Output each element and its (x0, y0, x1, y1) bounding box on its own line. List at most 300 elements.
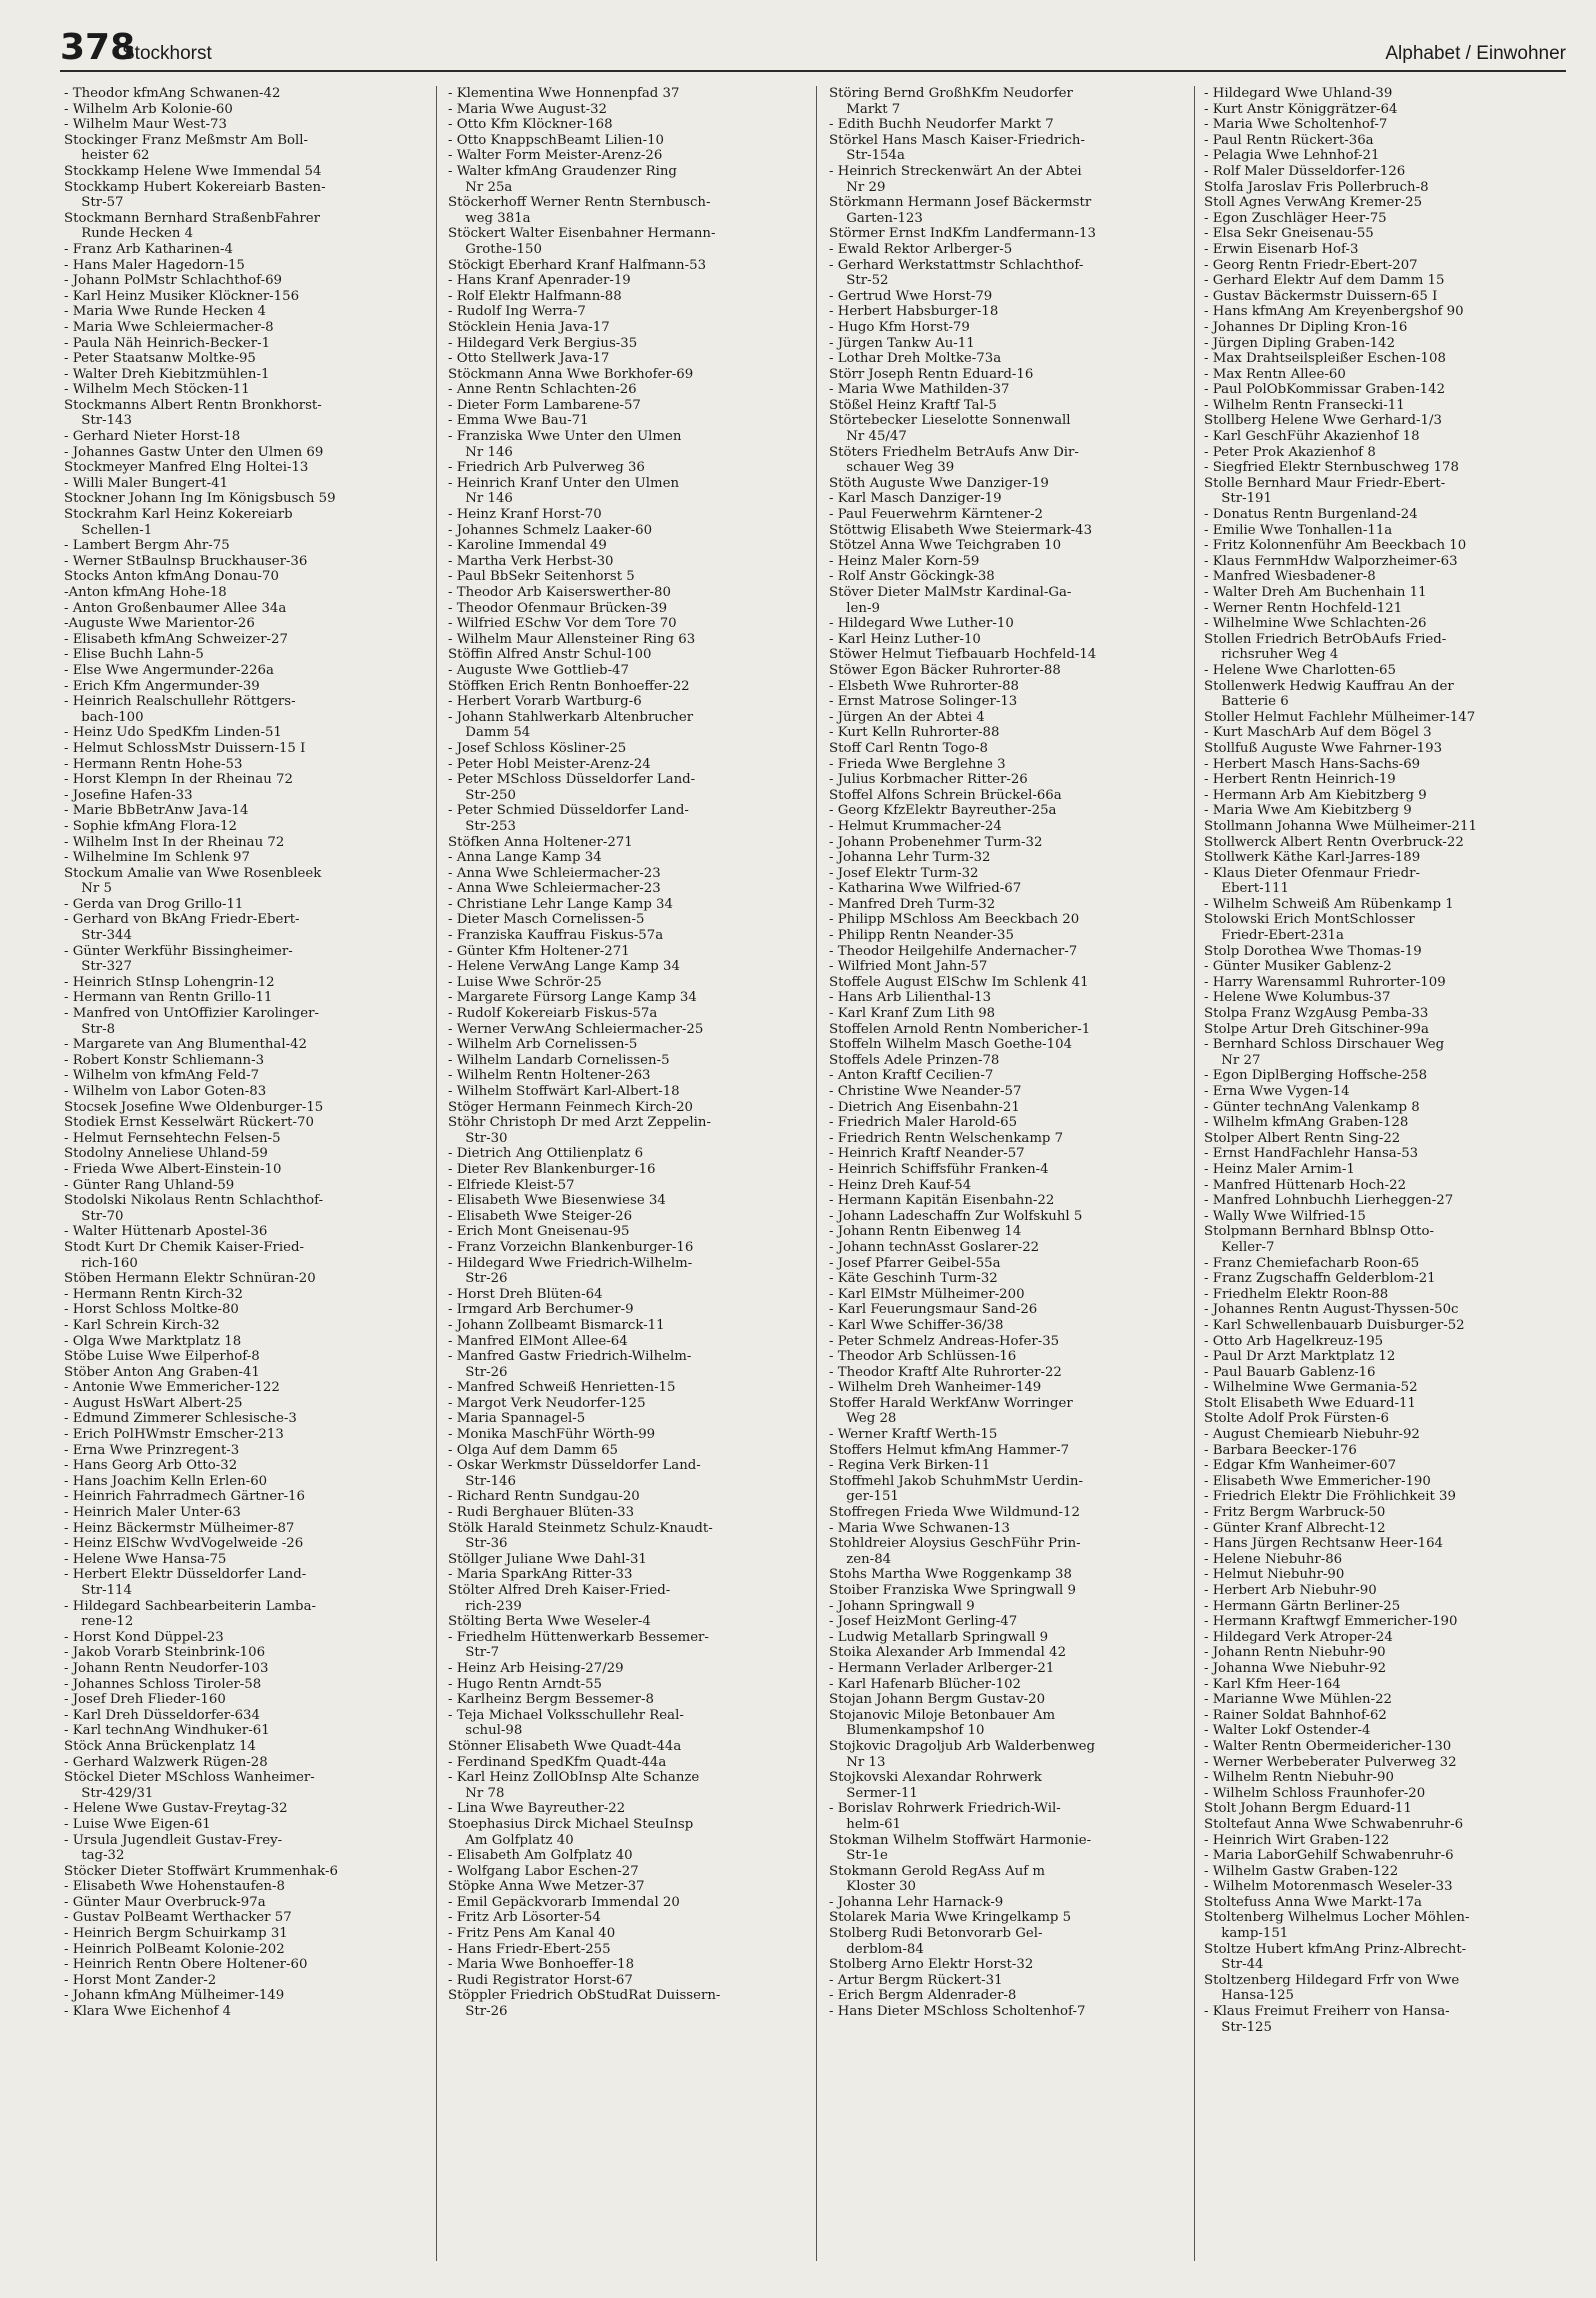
directory-entry: Grothe-150 (465, 241, 542, 257)
directory-entry: - Emilie Wwe Tonhallen-11a (1204, 522, 1393, 538)
directory-entry: Stoffregen Frieda Wwe Wildmund-12 (829, 1505, 1080, 1521)
directory-entry: - Otto Stellwerk Java-17 (448, 351, 610, 367)
directory-entry: - Manfred Gastw Friedrich-Wilhelm- (448, 1349, 692, 1365)
directory-entry: - Erich PolHWmstr Emscher-213 (64, 1427, 284, 1443)
directory-entry: Str-125 (1221, 2019, 1272, 2035)
directory-entry: - Wilhelm Arb Cornelissen-5 (448, 1037, 638, 1053)
directory-entry: - Borislav Rohrwerk Friedrich-Wil- (829, 1801, 1061, 1817)
directory-entry: - Rolf Maler Düsseldorfer-126 (1204, 163, 1406, 179)
directory-entry: - Theodor Arb Kaiserswerther-80 (448, 585, 671, 600)
directory-entry: - Richard Rentn Sundgau-20 (448, 1489, 640, 1505)
directory-entry: Stolarek Maria Wwe Kringelkamp 5 (829, 1910, 1072, 1926)
directory-entry: - Georg KfzElektr Bayreuther-25a (829, 803, 1057, 819)
directory-entry: - Luise Wwe Eigen-61 (64, 1816, 211, 1832)
directory-entry: - Peter Prok Akazienhof 8 (1204, 444, 1376, 460)
directory-entry: - Johanna Wwe Niebuhr-92 (1204, 1660, 1387, 1676)
directory-entry: Str-57 (81, 195, 124, 211)
directory-entry: - Klementina Wwe Honnenpfad 37 (448, 86, 680, 101)
directory-entry: Str-146 (465, 1473, 516, 1489)
directory-entry: -Anton kfmAng Hohe-18 (64, 585, 227, 600)
directory-entry: - Johannes Schloss Tiroler-58 (64, 1676, 262, 1692)
directory-entry: - Werner StBaulnsp Bruckhauser-36 (64, 553, 308, 569)
directory-entry: Stollwerk Käthe Karl-Jarres-189 (1204, 850, 1421, 866)
directory-entry: Stolt Elisabeth Wwe Eduard-11 (1204, 1395, 1416, 1411)
directory-entry: - Karl technAng Windhuker-61 (64, 1723, 270, 1739)
directory-entry: - Peter Hobl Meister-Arenz-24 (448, 756, 651, 772)
directory-entry: Str-44 (1221, 1957, 1264, 1973)
directory-entry: - Heinrich StInsp Lohengrin-12 (64, 974, 275, 990)
directory-entry: - Hildegard Wwe Uhland-39 (1204, 86, 1393, 101)
directory-entry: - Johann Stahlwerkarb Altenbrucher (448, 709, 694, 725)
directory-entry: Str-30 (465, 1130, 508, 1146)
directory-entry: - Elfriede Kleist-57 (448, 1177, 575, 1193)
directory-entry: - Josef Schloss Kösliner-25 (448, 740, 627, 756)
directory-entry: Stockum Amalie van Wwe Rosenbleek (64, 865, 322, 881)
directory-entry: - Hermann Verlader Arlberger-21 (829, 1660, 1055, 1676)
directory-entry: - Elisabeth Am Golfplatz 40 (448, 1848, 633, 1864)
directory-entry: - Wilfried Mont Jahn-57 (829, 959, 988, 975)
directory-entry: - Hans Jürgen Rechtsanw Heer-164 (1204, 1536, 1443, 1552)
directory-entry: - Dieter Form Lambarene-57 (448, 397, 641, 413)
directory-entry: Hansa-125 (1221, 1988, 1294, 2004)
directory-entry: - Johann Zollbeamt Bismarck-11 (448, 1317, 665, 1333)
directory-entry: - Ewald Rektor Arlberger-5 (829, 241, 1013, 257)
directory-entry: - Paul Bauarb Gablenz-16 (1204, 1364, 1376, 1380)
directory-entry: - Karl Heinz Musiker Klöckner-156 (64, 288, 300, 304)
directory-entry: - Egon DiplBerging Hoffsche-258 (1204, 1068, 1428, 1084)
directory-entry: - Walter Dreh Am Buchenhain 11 (1204, 585, 1427, 600)
directory-entry: Stokmann Gerold RegAss Auf m (829, 1863, 1046, 1879)
directory-entry: - Elisabeth Wwe Biesenwiese 34 (448, 1193, 666, 1209)
directory-entry: - Manfred Hüttenarb Hoch-22 (1204, 1177, 1407, 1193)
directory-entry: - Wilhelmine Im Schlenk 97 (64, 850, 250, 866)
directory-entry: Nr 146 (465, 444, 513, 460)
directory-entry: - Anna Wwe Schleiermacher-23 (448, 865, 661, 881)
directory-entry: - Wilhelm Rentn Holtener-263 (448, 1068, 651, 1084)
directory-entry: - Peter Schmelz Andreas-Hofer-35 (829, 1333, 1060, 1349)
directory-entry: - Paul BbSekr Seitenhorst 5 (448, 569, 635, 585)
directory-entry: - Johannes Schmelz Laaker-60 (448, 522, 653, 538)
directory-entry: - Pelagia Wwe Lehnhof-21 (1204, 148, 1380, 164)
directory-entry: - Günter Maur Overbruck-97a (64, 1894, 266, 1910)
directory-entry: - Else Wwe Angermunder-226a (64, 662, 274, 678)
directory-entry: - Heinrich Kraftf Neander-57 (829, 1146, 1025, 1162)
directory-entry: - Peter Schmied Düsseldorfer Land- (448, 803, 689, 819)
directory-entry: Str-26 (465, 1271, 508, 1287)
directory-entry: - Herbert Elektr Düsseldorfer Land- (64, 1567, 307, 1583)
directory-entry: Stoffel Alfons Schrein Brückel-66a (829, 787, 1062, 803)
directory-entry: - Karl Dreh Düsseldorfer-634 (64, 1707, 260, 1723)
directory-entry: - Helene Wwe Gustav-Freytag-32 (64, 1801, 288, 1817)
directory-entry: Stölting Berta Wwe Weseler-4 (448, 1614, 651, 1630)
directory-entry: Schellen-1 (81, 522, 153, 538)
directory-entry: - Peter MSchloss Düsseldorfer Land- (448, 772, 696, 788)
directory-entry: - Johann Rentn Eibenweg 14 (829, 1224, 1022, 1240)
directory-entry: - Heinz Udo SpedKfm Linden-51 (64, 725, 282, 741)
directory-entry: Stollberg Helene Wwe Gerhard-1/3 (1204, 413, 1442, 429)
directory-entry: ger-151 (846, 1489, 899, 1505)
directory-entry: - Dietrich Ang Ottilienplatz 6 (448, 1146, 644, 1162)
directory-entry: Stöben Hermann Elektr Schnüran-20 (64, 1271, 316, 1287)
directory-entry: - Wilhelm Gastw Graben-122 (1204, 1863, 1399, 1879)
directory-entry: Stollfuß Auguste Wwe Fahrner-193 (1204, 740, 1443, 756)
directory-entry: - Otto KnappschBeamt Lilien-10 (448, 132, 665, 148)
directory-entry: - Elisabeth Wwe Hohenstaufen-8 (64, 1879, 285, 1895)
directory-entry: Störr Joseph Rentn Eduard-16 (829, 366, 1034, 382)
directory-entry: Stodiek Ernst Kesselwärt Rückert-70 (64, 1115, 314, 1131)
directory-entry: - Horst Kond Düppel-23 (64, 1629, 224, 1645)
directory-entry: - Horst Klempn In der Rheinau 72 (64, 772, 293, 788)
directory-entry: Stockner Johann Ing Im Königsbusch 59 (64, 491, 336, 507)
directory-entry: - Wilhelmine Wwe Germania-52 (1204, 1380, 1418, 1396)
directory-entry: - Johanna Lehr Turm-32 (829, 850, 991, 866)
directory-entry: Störtebecker Lieselotte Sonnenwall (829, 413, 1071, 429)
directory-entry: Str-7 (465, 1645, 500, 1661)
directory-entry: - Hildegard Wwe Friedrich-Wilhelm- (448, 1255, 693, 1271)
directory-entry: Stockmeyer Manfred Elng Holtei-13 (64, 460, 309, 476)
directory-entry: - Horst Dreh Blüten-64 (448, 1286, 603, 1302)
directory-column-4 (1204, 86, 1556, 2266)
directory-entry: - Erich Kfm Angermunder-39 (64, 678, 260, 694)
directory-entry: Batterie 6 (1221, 694, 1289, 710)
directory-entry: - Maria Wwe August-32 (448, 101, 607, 117)
directory-entry: - Wilhelm Dreh Wanheimer-149 (829, 1380, 1042, 1396)
directory-entry: - Herbert Habsburger-18 (829, 304, 999, 320)
directory-entry: - Friedrich Rentn Welschenkamp 7 (829, 1130, 1064, 1146)
directory-entry: - Theodor Ofenmaur Brücken-39 (448, 600, 668, 616)
directory-entry: Str-52 (846, 273, 889, 289)
directory-entry: - Friedhelm Elektr Roon-88 (1204, 1286, 1389, 1302)
directory-entry: - Karl Masch Danziger-19 (829, 491, 1002, 507)
directory-entry: Str-1e (846, 1848, 888, 1864)
directory-entry: Am Golfplatz 40 (465, 1832, 574, 1848)
directory-entry: - Karl Schwellenbauarb Duisburger-52 (1204, 1317, 1465, 1333)
directory-entry: - Heinrich Wirt Graben-122 (1204, 1832, 1390, 1848)
directory-entry: - Robert Konstr Schliemann-3 (64, 1052, 265, 1068)
directory-entry: Stollwerck Albert Rentn Overbruck-22 (1204, 834, 1464, 850)
directory-entry: - Lina Wwe Bayreuther-22 (448, 1801, 626, 1817)
directory-entry: - Antonie Wwe Emmericher-122 (64, 1380, 280, 1396)
directory-entry: - Otto Kfm Klöckner-168 (448, 117, 613, 133)
directory-entry: - Anna Lange Kamp 34 (448, 850, 602, 866)
directory-entry: Stöllger Juliane Wwe Dahl-31 (448, 1551, 647, 1567)
directory-entry: - Karl GeschFühr Akazienhof 18 (1204, 429, 1420, 445)
directory-entry: tag-32 (81, 1848, 125, 1864)
directory-entry: - Käte Geschinh Turm-32 (829, 1271, 998, 1287)
directory-entry: - Walter Dreh Kiebitzmühlen-1 (64, 366, 270, 382)
directory-entry: Stöckel Dieter MSchloss Wanheimer- (64, 1770, 315, 1786)
directory-entry: - Gerda van Drog Grillo-11 (64, 896, 244, 912)
directory-entry: - Elise Buchh Lahn-5 (64, 647, 204, 663)
directory-entry: Stolle Bernhard Maur Friedr-Ebert- (1204, 475, 1446, 491)
directory-entry: Nr 25a (465, 179, 513, 195)
directory-entry: - Hermann Kapitän Eisenbahn-22 (829, 1193, 1055, 1209)
directory-entry: - Johann Ladeschaffn Zur Wolfskuhl 5 (829, 1208, 1083, 1224)
directory-entry: - Herbert Rentn Heinrich-19 (1204, 772, 1396, 788)
directory-entry: - Hugo Kfm Horst-79 (829, 319, 970, 335)
directory-entry: richsruher Weg 4 (1221, 647, 1339, 663)
directory-entry: -Auguste Wwe Marientor-26 (64, 616, 255, 632)
directory-entry: - Maria Spannagel-5 (448, 1411, 586, 1427)
directory-entry: Str-143 (81, 413, 132, 429)
directory-entry: Stoffer Harald WerkfAnw Worringer (829, 1395, 1073, 1411)
directory-entry: - Wilhelm von kfmAng Feld-7 (64, 1068, 260, 1084)
directory-entry: - Katharina Wwe Wilfried-67 (829, 881, 1022, 897)
directory-entry: Nr 5 (81, 881, 112, 897)
directory-entry: - Franziska Wwe Unter den Ulmen (448, 429, 682, 445)
directory-entry: Str-253 (465, 818, 516, 834)
directory-entry: Stolowski Erich MontSchlosser (1204, 912, 1415, 928)
directory-entry: - Elsa Sekr Gneisenau-55 (1204, 226, 1374, 242)
directory-entry: - Dietrich Ang Eisenbahn-21 (829, 1099, 1020, 1115)
directory-entry: Nr 29 (846, 179, 886, 195)
directory-entry: - Artur Bergm Rückert-31 (829, 1972, 1003, 1988)
directory-entry: len-9 (846, 600, 880, 616)
directory-entry: - Hermann Kraftwgf Emmericher-190 (1204, 1614, 1458, 1630)
directory-entry: - Kurt MaschArb Auf dem Bögel 3 (1204, 725, 1432, 741)
directory-entry: - Walter Rentn Obermeidericher-130 (1204, 1738, 1452, 1754)
directory-entry: - Lambert Bergm Ahr-75 (64, 538, 230, 554)
directory-entry: - Karl Heinz ZollObInsp Alte Schanze (448, 1770, 700, 1786)
directory-entry: Str-344 (81, 928, 132, 944)
directory-entry: - Werner Rentn Hochfeld-121 (1204, 600, 1403, 616)
directory-entry: Friedr-Ebert-231a (1221, 928, 1344, 944)
directory-entry: - Manfred ElMont Allee-64 (448, 1333, 628, 1349)
directory-entry: - Günter technAng Valenkamp 8 (1204, 1099, 1420, 1115)
directory-entry: - Wilhelm Arb Kolonie-60 (64, 101, 233, 117)
directory-entry: - Otto Arb Hagelkreuz-195 (1204, 1333, 1384, 1349)
directory-entry: - Günter Rang Uhland-59 (64, 1177, 235, 1193)
directory-entry: - Gerhard Werkstattmstr Schlachthof- (829, 257, 1084, 273)
directory-entry: Stöpke Anna Wwe Metzer-37 (448, 1879, 645, 1895)
directory-entry: - Hans Joachim Kelln Erlen-60 (64, 1473, 268, 1489)
directory-entry: - Maria LaborGehilf Schwabenruhr-6 (1204, 1848, 1454, 1864)
directory-entry: Stoffels Adele Prinzen-78 (829, 1052, 1000, 1068)
directory-entry: Stöcklein Henia Java-17 (448, 319, 610, 335)
directory-entry: - Hermann Rentn Hohe-53 (64, 756, 243, 772)
directory-entry: Str-36 (465, 1536, 508, 1552)
directory-entry: Stohldreier Aloysius GeschFühr Prin- (829, 1536, 1081, 1552)
directory-entry: - Maria Wwe Scholtenhof-7 (1204, 117, 1388, 133)
directory-column-2 (448, 86, 800, 2266)
directory-entry: - Philipp MSchloss Am Beeckbach 20 (829, 912, 1080, 928)
directory-entry: Stolpe Artur Dreh Gitschiner-99a (1204, 1021, 1429, 1037)
directory-entry: Stoffele August ElSchw Im Schlenk 41 (829, 974, 1089, 990)
directory-entry: Stölter Alfred Dreh Kaiser-Fried- (448, 1583, 671, 1598)
directory-entry: Markt 7 (846, 101, 901, 117)
directory-entry: - Erich Bergm Aldenrader-8 (829, 1988, 1017, 2004)
directory-entry: Stöbe Luise Wwe Eilperhof-8 (64, 1349, 260, 1365)
directory-entry: kamp-151 (1221, 1926, 1289, 1942)
directory-entry: - Frieda Wwe Berglehne 3 (829, 756, 1006, 772)
directory-entry: - Ferdinand SpedKfm Quadt-44a (448, 1754, 667, 1770)
directory-entry: - Hans Arb Lilienthal-13 (829, 990, 992, 1006)
directory-entry: Stöttwig Elisabeth Wwe Steiermark-43 (829, 522, 1093, 538)
directory-entry: - Heinz Bäckermstr Mülheimer-87 (64, 1520, 295, 1536)
directory-entry: Stolberg Arno Elektr Horst-32 (829, 1957, 1034, 1973)
directory-entry: - Werner Werbeberater Pulverweg 32 (1204, 1754, 1457, 1770)
directory-entry: Stokman Wilhelm Stoffwärt Harmonie- (829, 1832, 1092, 1848)
directory-entry: - Georg Rentn Friedr-Ebert-207 (1204, 257, 1418, 273)
directory-entry: - Bernhard Schloss Dirschauer Weg (1204, 1037, 1445, 1053)
directory-entry: - Erna Wwe Vygen-14 (1204, 1084, 1350, 1099)
directory-entry: - Hildegard Wwe Luther-10 (829, 616, 1014, 632)
directory-entry: - Franz Zugschaffn Gelderblom-21 (1204, 1271, 1436, 1287)
directory-entry: - Wolfgang Labor Eschen-27 (448, 1863, 639, 1879)
directory-entry: - Wilhelm kfmAng Graben-128 (1204, 1115, 1409, 1131)
page-header (60, 28, 1566, 72)
directory-entry: Stohs Martha Wwe Roggenkamp 38 (829, 1567, 1072, 1583)
directory-entry: Str-327 (81, 959, 132, 975)
directory-entry: derblom-84 (846, 1941, 924, 1957)
directory-entry: - Manfred Wiesbadener-8 (1204, 569, 1376, 585)
directory-entry: - Klaus Dieter Ofenmaur Friedr- (1204, 865, 1421, 881)
directory-entry: Stollenwerk Hedwig Kauffrau An der (1204, 678, 1454, 694)
directory-entry: Nr 78 (465, 1785, 505, 1801)
directory-entry: Stöcker Dieter Stoffwärt Krummenhak-6 (64, 1863, 338, 1879)
directory-entry: - Theodor kfmAng Schwanen-42 (64, 86, 281, 101)
directory-entry: Stoltenberg Wilhelmus Locher Möhlen- (1204, 1910, 1470, 1926)
directory-entry: - Maria SparkAng Ritter-33 (448, 1567, 633, 1583)
directory-entry: Stojkovski Alexandar Rohrwerk (829, 1770, 1042, 1786)
directory-entry: Stodolny Anneliese Uhland-59 (64, 1146, 268, 1162)
directory-entry: - Emil Gepäckvorarb Immendal 20 (448, 1894, 680, 1910)
directory-entry: rich-239 (465, 1598, 522, 1614)
directory-entry: - Helene Niebuhr-86 (1204, 1551, 1343, 1567)
directory-entry: Stocks Anton kfmAng Donau-70 (64, 569, 279, 585)
directory-entry: Stöwer Helmut Tiefbauarb Hochfeld-14 (829, 647, 1097, 663)
directory-entry: - Christine Wwe Neander-57 (829, 1084, 1022, 1099)
directory-column-1 (64, 86, 416, 2266)
directory-entry: - Heinrich PolBeamt Kolonie-202 (64, 1941, 285, 1957)
directory-entry: Stöters Friedhelm BetrAufs Anw Dir- (829, 444, 1079, 460)
directory-entry: - Heinrich Fahrradmech Gärtner-16 (64, 1489, 305, 1505)
directory-entry: - Wilhelmine Wwe Schlachten-26 (1204, 616, 1427, 632)
directory-entry: - Elisabeth Wwe Emmericher-190 (1204, 1473, 1431, 1489)
directory-entry: - Margot Verk Neudorfer-125 (448, 1395, 646, 1411)
directory-entry: Stoltefuss Anna Wwe Markt-17a (1204, 1894, 1422, 1910)
directory-entry: - Egon Zuschläger Heer-75 (1204, 210, 1387, 226)
directory-entry: - Anton Kraftf Cecilien-7 (829, 1068, 994, 1084)
directory-entry: - Helmut Krummacher-24 (829, 818, 1002, 834)
directory-entry: Stöckmann Anna Wwe Borkhofer-69 (448, 366, 694, 382)
directory-entry: - Emma Wwe Bau-71 (448, 413, 589, 429)
directory-entry: - Gerhard Nieter Horst-18 (64, 429, 241, 445)
directory-entry: - Herbert Arb Niebuhr-90 (1204, 1583, 1377, 1598)
directory-entry: - Theodor Heilgehilfe Andernacher-7 (829, 943, 1078, 959)
directory-entry: Str-114 (81, 1583, 132, 1598)
directory-entry: - Hermann Rentn Kirch-32 (64, 1286, 243, 1302)
directory-entry: - Johann Springwall 9 (829, 1598, 975, 1614)
directory-entry: - Elisabeth kfmAng Schweizer-27 (64, 631, 288, 647)
directory-entry: - Margarete van Ang Blumenthal-42 (64, 1037, 307, 1053)
directory-entry: - Gertrud Wwe Horst-79 (829, 288, 993, 304)
directory-entry: - Werner Kraftf Werth-15 (829, 1427, 998, 1443)
directory-entry: - Helene Wwe Kolumbus-37 (1204, 990, 1391, 1006)
directory-entry: - Franz Chemiefacharb Roon-65 (1204, 1255, 1420, 1271)
directory-entry: schul-98 (465, 1723, 523, 1739)
directory-entry: - Klaus Freimut Freiherr von Hansa- (1204, 2004, 1450, 2020)
directory-entry: - Heinrich Rentn Obere Holtener-60 (64, 1957, 308, 1973)
directory-entry: Störing Bernd GroßhKfm Neudorfer (829, 86, 1073, 101)
directory-entry: Stoltefaut Anna Wwe Schwabenruhr-6 (1204, 1816, 1464, 1832)
directory-entry: - Friedhelm Hüttenwerkarb Bessemer- (448, 1629, 709, 1645)
directory-entry: - Siegfried Elektr Sternbuschweg 178 (1204, 460, 1459, 476)
directory-entry: - Karl Heinz Luther-10 (829, 631, 981, 647)
directory-entry: - Sophie kfmAng Flora-12 (64, 818, 237, 834)
directory-entry: - Paula Näh Heinrich-Becker-1 (64, 335, 271, 351)
directory-entry: Stockinger Franz Meßmstr Am Boll- (64, 132, 308, 148)
directory-entry: Stoff Carl Rentn Togo-8 (829, 740, 988, 756)
directory-entry: Stolfa Jaroslav Fris Pollerbruch-8 (1204, 179, 1429, 195)
directory-entry: - Gustav Bäckermstr Duissern-65 I (1204, 288, 1438, 304)
directory-entry: - Karl Schrein Kirch-32 (64, 1317, 220, 1333)
directory-entry: Stoiber Franziska Wwe Springwall 9 (829, 1583, 1076, 1598)
directory-entry: Stoltzenberg Hildegard Frfr von Wwe (1204, 1972, 1460, 1988)
directory-entry: - Margarete Fürsorg Lange Kamp 34 (448, 990, 697, 1006)
directory-entry: - Franz Arb Katharinen-4 (64, 241, 233, 257)
directory-entry: - Maria Wwe Runde Hecken 4 (64, 304, 267, 320)
directory-entry: helm-61 (846, 1816, 901, 1832)
directory-entry: rene-12 (81, 1614, 134, 1630)
directory-entry: Stoffmehl Jakob SchuhmMstr Uerdin- (829, 1473, 1083, 1489)
directory-entry: - Rainer Soldat Bahnhof-62 (1204, 1707, 1387, 1723)
directory-entry: Stolberg Rudi Betonvorarb Gel- (829, 1926, 1043, 1942)
directory-entry: Stöck Anna Brückenplatz 14 (64, 1738, 256, 1754)
directory-entry: - Gerhard Walzwerk Rügen-28 (64, 1754, 268, 1770)
directory-entry: - Martha Verk Herbst-30 (448, 553, 614, 569)
directory-entry: Stöppler Friedrich ObStudRat Duissern- (448, 1988, 721, 2004)
directory-entry: - Fritz Kolonnenführ Am Beeckbach 10 (1204, 538, 1467, 554)
directory-entry: - Günter Kranf Albrecht-12 (1204, 1520, 1386, 1536)
directory-entry: - Günter Musiker Gablenz-2 (1204, 959, 1392, 975)
directory-entry: - Hans Dieter MSchloss Scholtenhof-7 (829, 2004, 1086, 2020)
directory-entry: - Wilhelm Landarb Cornelissen-5 (448, 1052, 670, 1068)
directory-entry: - Helmut SchlossMstr Duissern-15 I (64, 740, 306, 756)
directory-entry: - Christiane Lehr Lange Kamp 34 (448, 896, 673, 912)
directory-entry: - Walter kfmAng Graudenzer Ring (448, 163, 677, 179)
directory-entry: - Ludwig Metallarb Springwall 9 (829, 1629, 1049, 1645)
directory-entry: - Rudolf Kokereiarb Fiskus-57a (448, 1006, 658, 1022)
directory-entry: Stöger Hermann Feinmech Kirch-20 (448, 1099, 693, 1115)
directory-entry: Garten-123 (846, 210, 923, 226)
directory-columns (64, 86, 1564, 2276)
directory-entry: Stöfken Anna Holtener-271 (448, 834, 633, 850)
directory-entry: - Jakob Vorarb Steinbrink-106 (64, 1645, 266, 1661)
directory-entry: - Max Drahtseilspleißer Eschen-108 (1204, 351, 1446, 367)
directory-entry: - Erich Mont Gneisenau-95 (448, 1224, 630, 1240)
directory-entry: - Heinz Kranf Horst-70 (448, 507, 602, 523)
directory-entry: Stojan Johann Bergm Gustav-20 (829, 1692, 1046, 1708)
directory-entry: - Herbert Vorarb Wartburg-6 (448, 694, 642, 710)
directory-entry: Stönner Elisabeth Wwe Quadt-44a (448, 1738, 682, 1754)
directory-entry: Stoll Agnes VerwAng Kremer-25 (1204, 195, 1423, 211)
directory-entry: Stoephasius Dirck Michael SteuInsp (448, 1816, 694, 1832)
directory-entry: - Donatus Rentn Burgenland-24 (1204, 507, 1418, 523)
page-number: 378 (60, 27, 136, 68)
directory-entry: - Heinz Dreh Kauf-54 (829, 1177, 972, 1193)
directory-entry: - Olga Auf dem Damm 65 (448, 1442, 619, 1458)
directory-entry: Str-191 (1221, 491, 1272, 507)
directory-entry: Stockmann Bernhard StraßenbFahrer (64, 210, 320, 226)
directory-entry: - Wilfried ESchw Vor dem Tore 70 (448, 616, 677, 632)
directory-entry: - Karl Kfm Heer-164 (1204, 1676, 1341, 1692)
directory-entry: Blumenkampshof 10 (846, 1723, 985, 1739)
directory-entry: Nr 146 (465, 491, 513, 507)
directory-entry: schauer Weg 39 (846, 460, 955, 476)
directory-entry: - Maria Wwe Schleiermacher-8 (64, 319, 274, 335)
directory-entry: - Walter Form Meister-Arenz-26 (448, 148, 663, 164)
